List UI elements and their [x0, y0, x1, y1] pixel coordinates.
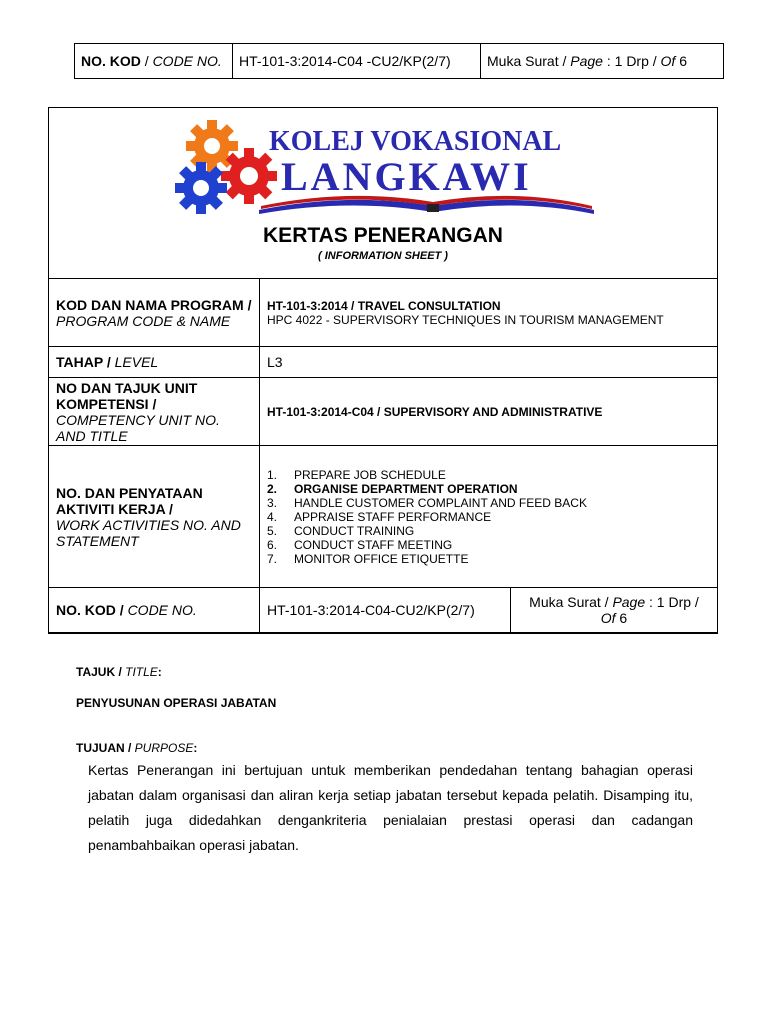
- unit-label: NO DAN TAJUK UNIT KOMPETENSI /: [56, 379, 198, 412]
- header-of-label: Of: [660, 53, 676, 69]
- page-label: Muka Surat /: [529, 594, 613, 610]
- title-label-en: TITLE: [125, 665, 158, 679]
- list-item: [267, 524, 710, 538]
- page-num: : 1 Drp /: [645, 594, 699, 610]
- header-page-cell: [481, 44, 724, 79]
- list-item: [267, 538, 710, 552]
- header-code-label-cell: [75, 44, 233, 79]
- program-value-cell: [260, 279, 718, 347]
- activity-num: 6.: [267, 537, 278, 552]
- activity-num: 7.: [267, 551, 278, 566]
- header-page-label: Muka Surat: [487, 53, 559, 69]
- purpose-label-en: PURPOSE: [134, 741, 194, 755]
- sheet-subtitle: ( INFORMATION SHEET ): [318, 250, 448, 262]
- level-label: TAHAP /: [56, 354, 115, 370]
- header-page-label-en: Page: [570, 53, 603, 69]
- code-label-cell: [49, 588, 260, 633]
- header-table: [74, 43, 724, 79]
- activity-list: [267, 468, 710, 566]
- college-logo-icon: [49, 108, 717, 223]
- activity-text: MONITOR OFFICE ETIQUETTE: [294, 551, 469, 566]
- blue-gear-icon: [175, 162, 227, 214]
- list-item: [267, 496, 710, 510]
- purpose-colon: :: [193, 741, 198, 755]
- table-row: [49, 347, 718, 378]
- program-label-cell: [49, 279, 260, 347]
- activity-text: ORGANISE DEPARTMENT OPERATION: [294, 481, 518, 496]
- activity-num: 1.: [267, 467, 278, 482]
- title-colon: :: [157, 665, 162, 679]
- sheet-title: KERTAS PENERANGAN: [263, 224, 503, 247]
- table-row: [49, 378, 718, 446]
- level-label-en: LEVEL: [114, 354, 159, 370]
- activity-num: 2.: [267, 481, 278, 496]
- activity-text: APPRAISE STAFF PERFORMANCE: [294, 509, 492, 524]
- header-total: 6: [675, 53, 688, 69]
- header-code-label-en: CODE NO.: [152, 53, 222, 69]
- code-label: NO. KOD /: [56, 602, 128, 618]
- activity-num: 5.: [267, 523, 278, 538]
- header-page-num: : 1 Drp /: [602, 53, 661, 69]
- activity-text: CONDUCT STAFF MEETING: [294, 537, 453, 552]
- level-value: L3: [260, 347, 718, 378]
- activity-text: HANDLE CUSTOMER COMPLAINT AND FEED BACK: [294, 495, 587, 510]
- table-row: [49, 446, 718, 588]
- of-label: Of: [600, 610, 616, 626]
- program-label: KOD DAN NAMA PROGRAM /: [56, 296, 252, 313]
- title-label: TAJUK /: [76, 665, 126, 679]
- code-value: HT-101-3:2014-C04-CU2/KP(2/7): [260, 588, 511, 633]
- page-total: 6: [615, 610, 628, 626]
- unit-value: HT-101-3:2014-C04 / SUPERVISORY AND ADMINISTRATIVE: [260, 378, 718, 446]
- table-row: [49, 588, 718, 633]
- program-value-2: HPC 4022 - SUPERVISORY TECHNIQUES IN TOURISM MANAGEMENT: [267, 312, 664, 327]
- header-code-label: NO. KOD: [81, 53, 141, 69]
- header-page-sep: /: [558, 53, 571, 69]
- purpose-paragraph: Kertas Penerangan ini bertujuan untuk memberikan pendedahan tentang bahagian operasi jabatan dalam organisasi dan aliran kerja setiap jabatan tersebut kepada pelatih. Disamping itu, pelatih juga didedahkan dengankriteria penialaian prestasi operasi dan cadangan penambahbaikan operasi jabatan.: [88, 762, 693, 853]
- activity-text: PREPARE JOB SCHEDULE: [294, 467, 446, 482]
- page-label-en: Page: [612, 594, 646, 610]
- table-row: [49, 279, 718, 347]
- level-label-cell: [49, 347, 260, 378]
- unit-label-cell: [49, 378, 260, 446]
- title-heading: [76, 665, 162, 679]
- program-label-en: PROGRAM CODE & NAME: [56, 312, 231, 329]
- info-sheet-box: [48, 107, 718, 634]
- info-table: [48, 278, 718, 633]
- list-item: [267, 482, 710, 496]
- logo-line2: LANGKAWI: [281, 154, 532, 199]
- header-code-value: HT-101-3:2014-C04 -CU2/KP(2/7): [233, 44, 481, 79]
- activity-num: 4.: [267, 509, 278, 524]
- list-item: [267, 552, 710, 566]
- page-cell: [511, 588, 718, 633]
- work-activities-cell: [260, 446, 718, 588]
- logo-line1: KOLEJ VOKASIONAL: [269, 126, 562, 157]
- header-code-sep: /: [140, 53, 153, 69]
- purpose-heading: [76, 741, 197, 755]
- code-label-en: CODE NO.: [127, 602, 197, 618]
- work-label: NO. DAN PENYATAAN AKTIVITI KERJA /: [56, 484, 203, 517]
- title-value: PENYUSUNAN OPERASI JABATAN: [76, 696, 277, 710]
- program-value-1: HT-101-3:2014 / TRAVEL CONSULTATION: [267, 298, 501, 313]
- list-item: [267, 468, 710, 482]
- activity-text: CONDUCT TRAINING: [294, 523, 415, 538]
- unit-label-en: COMPETENCY UNIT NO. AND TITLE: [56, 411, 220, 444]
- work-label-en: WORK ACTIVITIES NO. AND STATEMENT: [56, 516, 241, 549]
- work-label-cell: [49, 446, 260, 588]
- activity-num: 3.: [267, 495, 278, 510]
- purpose-label: TUJUAN /: [76, 741, 135, 755]
- list-item: [267, 510, 710, 524]
